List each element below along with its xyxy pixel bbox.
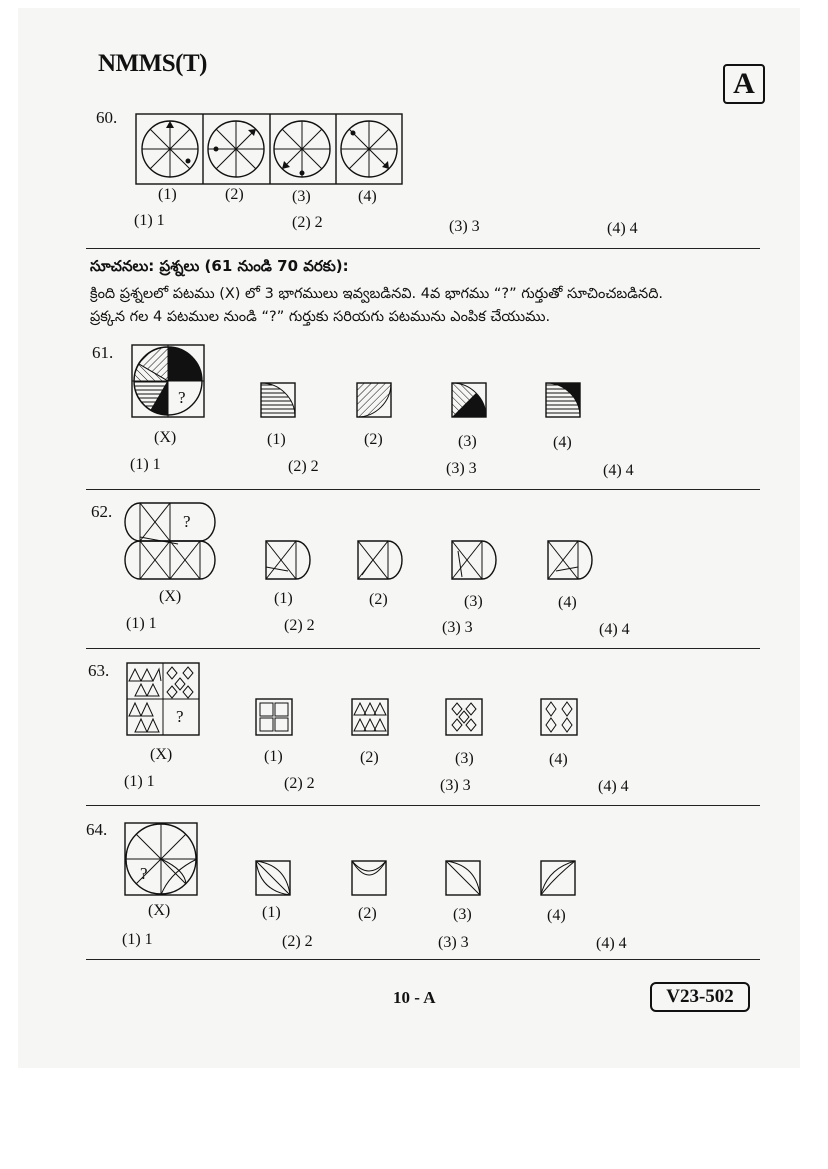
figure-label: (4) (358, 188, 377, 205)
answer-option[interactable]: (4) 4 (599, 621, 630, 638)
figure-label: (2) (369, 591, 388, 608)
q64-option-1-figure (256, 861, 290, 895)
answer-option[interactable]: (4) 4 (596, 935, 627, 952)
answer-option[interactable]: (3) 3 (440, 777, 471, 794)
instructions-title: సూచనలు: ప్రశ్నలు (61 నుండి 70 వరకు): (90, 257, 349, 275)
figure-label: (4) (549, 751, 568, 768)
figure-label: (1) (262, 904, 281, 921)
booklet-code-badge: A (723, 64, 765, 104)
paper-code-badge: V23-502 (650, 982, 750, 1012)
figure-label: (2) (225, 186, 244, 203)
question-number: 62. (91, 502, 113, 521)
q64-option-3-figure (446, 861, 480, 895)
problem-figure-label: (X) (150, 746, 173, 763)
answer-option[interactable]: (1) 1 (124, 773, 155, 790)
figure-label: (3) (464, 593, 483, 610)
answer-option[interactable]: (3) 3 (446, 460, 477, 477)
exam-title: NMMS(T) (98, 50, 207, 77)
figure-label: (4) (553, 434, 572, 451)
figure-label: (4) (547, 907, 566, 924)
question-mark: ? (183, 512, 191, 531)
q64-option-2-figure (352, 861, 386, 895)
instructions-line: క్రింది ప్రశ్నలలో పటము (X) లో 3 భాగములు ఇవ్వబడినవి. 4వ భాగము “?” గుర్తుతో సూచించబడినది. (90, 286, 664, 302)
answer-option[interactable]: (1) 1 (122, 931, 153, 948)
answer-option[interactable]: (1) 1 (130, 456, 161, 473)
answer-option[interactable]: (1) 1 (126, 615, 157, 632)
question-number: 61. (92, 343, 114, 362)
figure-label: (2) (364, 431, 383, 448)
divider (86, 959, 760, 960)
figure-label: (1) (274, 590, 293, 607)
figure-label: (1) (264, 748, 283, 765)
answer-option[interactable]: (4) 4 (603, 462, 634, 479)
figure-label: (2) (358, 905, 377, 922)
problem-figure-label: (X) (159, 588, 182, 605)
answer-option[interactable]: (2) 2 (284, 617, 315, 634)
answer-option[interactable]: (3) 3 (438, 934, 469, 951)
figure-label: (4) (558, 594, 577, 611)
answer-option[interactable]: (3) 3 (449, 218, 480, 235)
answer-option[interactable]: (2) 2 (282, 933, 313, 950)
question-number: 63. (88, 661, 110, 680)
question-mark: ? (176, 707, 184, 726)
problem-figure-label: (X) (148, 902, 171, 919)
question-number: 60. (96, 108, 118, 127)
figure-label: (3) (292, 188, 311, 205)
answer-option[interactable]: (3) 3 (442, 619, 473, 636)
answer-option[interactable]: (2) 2 (288, 458, 319, 475)
answer-option[interactable]: (4) 4 (598, 778, 629, 795)
answer-option[interactable]: (2) 2 (284, 775, 315, 792)
figure-label: (1) (158, 186, 177, 203)
instructions-line: ప్రక్కన గల 4 పటముల నుండి “?” గుర్తుకు సరియగు పటమును ఎంపిక చేయుము. (90, 309, 551, 325)
question-mark: ? (140, 864, 148, 883)
problem-figure-label: (X) (154, 429, 177, 446)
q64-problem-figure (125, 823, 197, 895)
figure-label: (1) (267, 431, 286, 448)
question-number: 64. (86, 820, 108, 839)
page-number: 10 - A (393, 988, 436, 1007)
q64-option-4-figure (541, 861, 575, 895)
answer-option[interactable]: (1) 1 (134, 212, 165, 229)
answer-option[interactable]: (2) 2 (292, 214, 323, 231)
figure-label: (2) (360, 749, 379, 766)
answer-option[interactable]: (4) 4 (607, 220, 638, 237)
figure-label: (3) (453, 906, 472, 923)
figure-label: (3) (455, 750, 474, 767)
question-mark: ? (178, 388, 186, 407)
figure-label: (3) (458, 433, 477, 450)
